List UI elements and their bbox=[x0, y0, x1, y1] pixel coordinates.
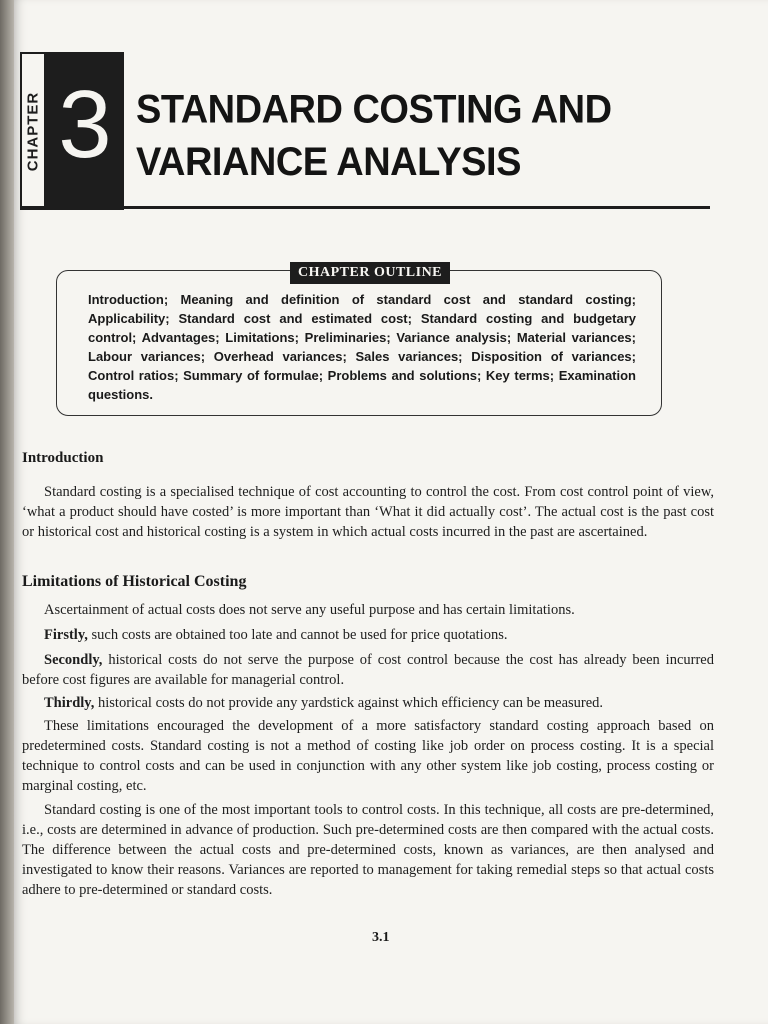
book-spine bbox=[0, 0, 14, 1024]
chapter-label: CHAPTER bbox=[20, 52, 46, 210]
title-rule bbox=[20, 206, 710, 209]
these-limitations-paragraph: These limitations encouraged the development of a more satisfactory standard costing approach based on predetermined costs. Standard costing is not a method of costing like job order on process costing. It is a special technique to control costs and can be used in conjunction with any other system like job costing, process costing or marginal costing, etc. bbox=[22, 718, 714, 794]
limitations-heading: Limitations of Historical Costing bbox=[22, 573, 247, 590]
page-number: 3.1 bbox=[372, 930, 390, 945]
standard-costing-paragraph: Standard costing is one of the most important tools to control costs. In this technique, all costs are pre-determined, i.e., costs are determined in advance of production. Such pre-determined costs are then compared with the actual costs. The difference between the actual costs and pre-determined costs, known as variances, are then analysed and investigated to know their reasons. Variances are reported to management for taking remedial steps so that actual costs adhere to pre-determined or standard costs. bbox=[22, 802, 714, 898]
chapter-outline-tag: CHAPTER OUTLINE bbox=[290, 262, 450, 284]
chapter-title: STANDARD COSTING AND VARIANCE ANALYSIS bbox=[136, 87, 612, 185]
chapter-badge bbox=[20, 52, 124, 210]
firstly-paragraph: Firstly, such costs are obtained too late and cannot be used for price quotations. bbox=[44, 627, 508, 643]
chapter-number: 3 bbox=[58, 71, 112, 178]
introduction-heading: Introduction bbox=[22, 450, 104, 466]
limitations-paragraph: Ascertainment of actual costs does not serve any useful purpose and has certain limitations. bbox=[44, 602, 575, 618]
introduction-paragraph: Standard costing is a specialised technique of cost accounting to control the cost. From cost control point of view, ‘what a product should have costed’ is more important than ‘What it did actually cost’. The actual cost is the past cost or historical cost and historical costing is a system in which actual costs incurred in the past are ascertained. bbox=[22, 484, 714, 540]
secondly-paragraph: Secondly, historical costs do not serve the purpose of cost control because the cost has already been incurred before cost figures are available for managerial control. bbox=[22, 652, 714, 688]
chapter-outline-text: Introduction; Meaning and definition of standard cost and standard costing; Applicability; Standard cost and estimated cost; Standard costing and budgetary control; Advantages; Limitations; Preliminaries; Variance analysis; Material variances; Labour variances; Overhead variances; Sales variances; Disposition of variances; Control ratios; Summary of formulae; Problems and solutions; Key terms; Examination questions. bbox=[88, 292, 636, 402]
thirdly-paragraph: Thirdly, historical costs do not provide any yardstick against which efficiency can be measured. bbox=[44, 695, 604, 711]
